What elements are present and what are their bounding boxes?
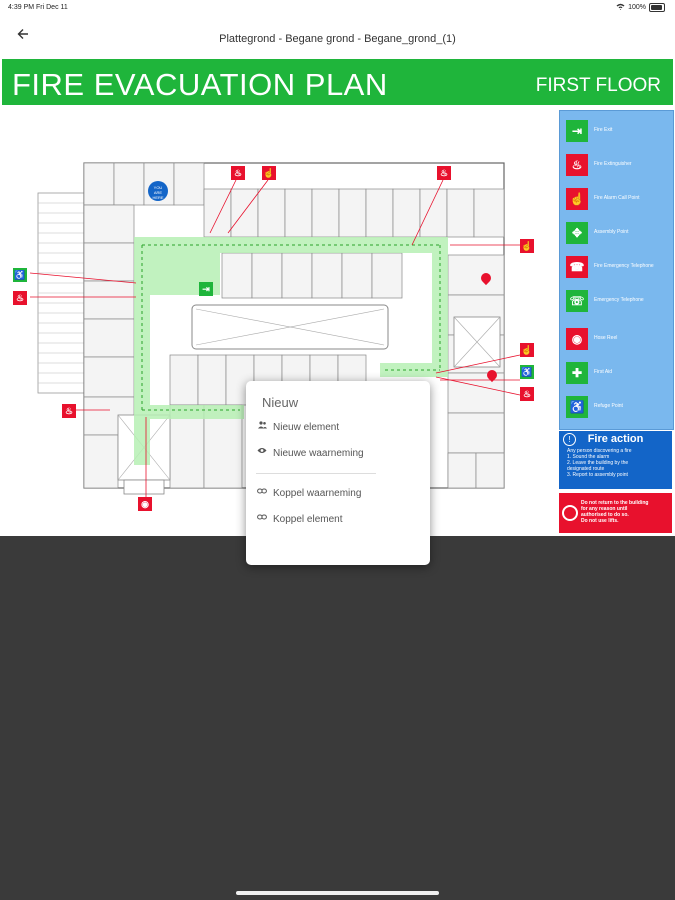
legend-label: Refuge Point [594, 403, 623, 409]
battery-icon [649, 3, 665, 12]
legend-label: Assembly Point [594, 229, 629, 235]
fire-action-line: 3. Report to assembly point [567, 472, 628, 478]
legend-item [566, 328, 670, 350]
legend-label: Fire Alarm Call Point [594, 195, 640, 201]
no-return-panel [559, 493, 672, 533]
menu-item-new-element[interactable] [256, 418, 420, 438]
fire-action-line: 2. Leave the building by the [567, 460, 629, 466]
menu-item-label: Koppel waarneming [273, 488, 362, 499]
legend-item [566, 154, 670, 176]
legend-item [566, 222, 670, 244]
you-are-here-marker [148, 181, 168, 201]
legend-label: Fire Extinguisher [594, 161, 632, 167]
legend-label: Emergency Telephone [594, 297, 644, 303]
menu-item-label: Nieuwe waarneming [273, 448, 364, 459]
new-item-popup [246, 381, 430, 565]
refuge-point-icon: ♿ [14, 270, 26, 280]
legend-item [566, 120, 670, 142]
floor-label: FIRST FLOOR [535, 75, 661, 96]
legend-label: Fire Emergency Telephone [594, 263, 654, 269]
no-return-line: Do not return to the building [581, 500, 649, 506]
emergency-telephone-icon: ☏ [566, 290, 588, 312]
fire-action-line: 1. Sound the alarm [567, 454, 610, 460]
status-right [616, 3, 665, 12]
wifi-icon [616, 3, 625, 12]
fire-action-line: Any person discovering a fire [567, 448, 632, 454]
popup-title: Nieuw [262, 395, 299, 410]
you-are-here-line3: HERE [152, 195, 164, 200]
menu-item-link-observation[interactable] [256, 484, 420, 504]
fire-alarm-icon: ☝ [566, 188, 588, 210]
fire-extinguisher-icon: ♨ [231, 166, 245, 180]
you-are-here-line1: YOU [153, 185, 163, 190]
assembly-point-icon: ✥ [566, 222, 588, 244]
eye-icon [256, 447, 268, 456]
fire-alarm-icon: ☝ [521, 345, 533, 355]
fire-telephone-icon: ☎ [566, 256, 588, 278]
menu-item-label: Nieuw element [273, 422, 340, 433]
fire-alarm-icon: ☝ [263, 168, 275, 178]
menu-divider [256, 473, 376, 474]
fire-extinguisher-icon: ♨ [566, 154, 588, 176]
status-bar [0, 0, 675, 16]
fire-action-panel [559, 431, 672, 489]
first-aid-icon: ✚ [566, 362, 588, 384]
nav-bar [0, 16, 675, 59]
refuge-point-icon: ♿ [566, 396, 588, 418]
menu-item-link-element[interactable] [256, 510, 420, 530]
you-are-here-line2: ARE [153, 190, 163, 195]
fire-extinguisher-icon: ♨ [437, 166, 451, 180]
fire-extinguisher-icon: ♨ [520, 387, 534, 401]
menu-item-new-observation[interactable] [256, 444, 420, 464]
plan-title: FIRE EVACUATION PLAN [12, 67, 388, 102]
legend-item [566, 362, 670, 384]
link-icon [256, 487, 268, 496]
no-return-text [581, 500, 649, 524]
empty-canvas-area [0, 536, 675, 900]
legend-label: Fire Exit [594, 127, 613, 133]
legend-item [566, 290, 670, 312]
fire-action-instructions [567, 448, 631, 478]
legend-item [566, 188, 670, 210]
info-icon: ! [563, 433, 576, 446]
no-return-line: for any reason until [581, 506, 628, 512]
status-time-date: 4:39 PM Fri Dec 11 [8, 4, 68, 11]
fire-alarm-icon: ☝ [521, 241, 533, 251]
fire-exit-icon: ⇥ [199, 282, 213, 296]
legend-item [566, 256, 670, 278]
hose-reel-icon: ◉ [566, 328, 588, 350]
legend-panel [559, 110, 674, 430]
plan-banner [2, 59, 673, 105]
hose-reel-icon: ◉ [138, 497, 152, 511]
prohibited-icon [562, 505, 578, 521]
fire-extinguisher-icon: ♨ [13, 291, 27, 305]
legend-item [566, 396, 670, 418]
no-return-line: authorised to do so. [581, 512, 629, 518]
fire-action-line: designated route [567, 466, 605, 472]
no-return-line: Do not use lifts. [581, 518, 619, 524]
fire-exit-icon: ⇥ [566, 120, 588, 142]
link-icon [256, 513, 268, 522]
menu-item-label: Koppel element [273, 514, 343, 525]
fire-action-title: Fire action [587, 433, 644, 445]
people-icon [256, 421, 268, 431]
fire-extinguisher-icon: ♨ [62, 404, 76, 418]
legend-label: Hose Reel [594, 335, 618, 341]
home-indicator[interactable] [236, 891, 439, 895]
page-title: Plattegrond - Begane grond - Begane_grond_(1) [219, 33, 456, 45]
legend-label: First Aid [594, 369, 613, 375]
refuge-point-icon: ♿ [521, 367, 533, 377]
battery-percent: 100% [628, 4, 646, 11]
